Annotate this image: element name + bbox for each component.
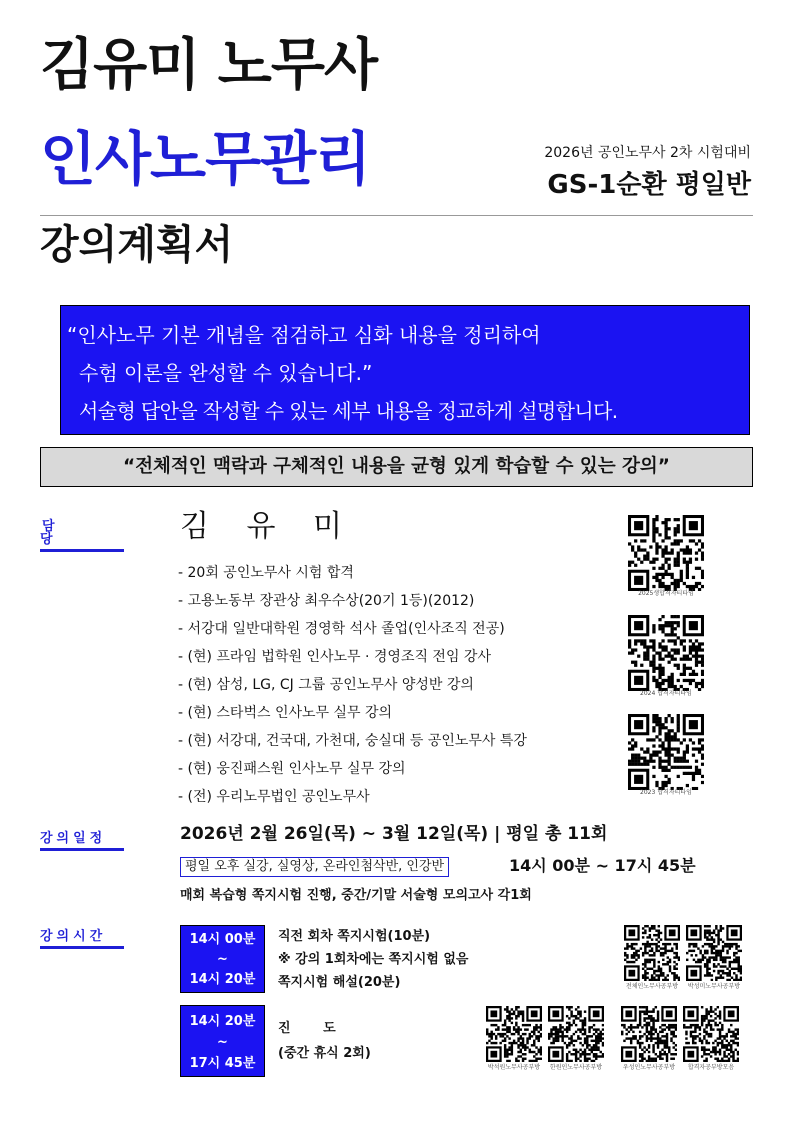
career-item: - (현) 웅진패스원 인사노무 실무 강의 bbox=[178, 761, 406, 777]
time-block-2 bbox=[180, 1005, 265, 1077]
intro-line-1: “인사노무 기본 개념을 점검하고 심화 내용을 정리하여 bbox=[67, 323, 541, 347]
qr-code-icon[interactable] bbox=[621, 1006, 677, 1062]
plan-line: 진 도 bbox=[278, 1021, 350, 1036]
qr-code-group[interactable] bbox=[686, 925, 742, 990]
section-label-schedule bbox=[40, 832, 124, 851]
qr-caption: 우성인노무사공부방 bbox=[622, 1064, 676, 1071]
qr-code-group[interactable] bbox=[628, 515, 704, 597]
subject-title: 인사노무관리 bbox=[40, 125, 371, 193]
career-item: - (현) 스타벅스 인사노무 실무 강의 bbox=[178, 705, 393, 721]
career-item: - 서강대 일반대학원 경영학 석사 졸업(인사조직 전공) bbox=[178, 621, 505, 637]
slogan-box: “전체적인 맥락과 구체적인 내용을 균형 있게 학습할 수 있는 강의” bbox=[40, 447, 753, 487]
career-item: - 20회 공인노무사 시험 합격 bbox=[178, 565, 354, 581]
qr-caption: 2023 합격자티타임 bbox=[640, 789, 692, 796]
plan-line: 직전 회차 쪽지시험(10분) bbox=[278, 929, 431, 944]
intro-box bbox=[60, 305, 750, 435]
time-start: 14시 00분 bbox=[189, 932, 256, 947]
qr-code-icon[interactable] bbox=[628, 615, 704, 691]
time-sep: ~ bbox=[217, 1035, 228, 1050]
qr-code-icon[interactable] bbox=[628, 515, 704, 591]
course-name: GS-1순환 평일반 bbox=[547, 170, 751, 200]
career-item: - (현) 삼성, LG, CJ 그룹 공인노무사 양성반 강의 bbox=[178, 677, 474, 693]
lecturer-name: 김 유 미 bbox=[180, 509, 357, 544]
qr-code-group[interactable] bbox=[486, 1006, 542, 1071]
career-item: - 고용노동부 장관상 최우수상(20기 1등)(2012) bbox=[178, 593, 475, 609]
qr-code-group[interactable] bbox=[548, 1006, 604, 1071]
section-label-lecture-time bbox=[40, 930, 124, 949]
lecturer-label-text: 담 당 bbox=[40, 519, 103, 547]
qr-caption: 2025생합격자티타임 bbox=[638, 590, 694, 597]
time-end: 17시 45분 bbox=[189, 1056, 256, 1071]
qr-caption: 2024 합격자티타임 bbox=[640, 690, 692, 697]
plan-line: ※ 강의 1회차에는 쪽지시험 없음 bbox=[278, 952, 469, 967]
time-start: 14시 20분 bbox=[189, 1014, 256, 1029]
qr-code-group[interactable] bbox=[621, 1006, 677, 1071]
time-block-1 bbox=[180, 925, 265, 993]
plan-line: 쪽지시험 해설(20분) bbox=[278, 975, 401, 990]
section-label-lecturer bbox=[40, 520, 124, 552]
schedule-time: 14시 00분 ~ 17시 45분 bbox=[509, 856, 696, 875]
career-item: - (현) 프라임 법학원 인사노무 · 경영조직 전임 강사 bbox=[178, 649, 491, 665]
qr-caption: 한원인노무사공부방 bbox=[549, 1064, 603, 1071]
schedule-note: 매회 복습형 쪽지시험 진행, 중간/기말 서술형 모의고사 각1회 bbox=[180, 888, 532, 903]
qr-caption: 전체인노무사공부방 bbox=[625, 983, 679, 990]
schedule-label-text: 강의일정 bbox=[40, 831, 107, 846]
intro-line-2: 수험 이론을 완성할 수 있습니다.” bbox=[79, 361, 373, 385]
document-title: 강의계획서 bbox=[40, 222, 234, 268]
career-item: - (현) 서강대, 건국대, 가천대, 숭실대 등 공인노무사 특강 bbox=[178, 733, 527, 749]
intro-line-3: 서술형 답안을 작성할 수 있는 세부 내용을 정교하게 설명합니다. bbox=[79, 399, 618, 423]
time-sep: ~ bbox=[217, 952, 228, 967]
qr-code-group[interactable] bbox=[628, 714, 704, 796]
header-divider bbox=[40, 215, 753, 216]
qr-caption: 박성미노무사공부방 bbox=[687, 983, 741, 990]
plan-line: (중간 휴식 2회) bbox=[278, 1046, 371, 1061]
qr-code-icon[interactable] bbox=[686, 925, 742, 981]
instructor-title: 김유미 노무사 bbox=[40, 33, 378, 98]
qr-code-icon[interactable] bbox=[683, 1006, 739, 1062]
qr-caption: 합격자공부방모음 bbox=[687, 1064, 735, 1071]
time-end: 14시 20분 bbox=[189, 972, 256, 987]
qr-code-icon[interactable] bbox=[548, 1006, 604, 1062]
schedule-period: 2026년 2월 26일(목) ~ 3월 12일(목) | 평일 총 11회 bbox=[180, 824, 608, 844]
lecture-time-label-text: 강의시간 bbox=[40, 929, 107, 944]
qr-code-group[interactable] bbox=[628, 615, 704, 697]
qr-code-group[interactable] bbox=[683, 1006, 739, 1071]
qr-code-icon[interactable] bbox=[628, 714, 704, 790]
qr-code-icon[interactable] bbox=[624, 925, 680, 981]
qr-caption: 박석원노무사공부방 bbox=[487, 1064, 541, 1071]
qr-code-group[interactable] bbox=[624, 925, 680, 990]
career-item: - (전) 우리노무법인 공인노무사 bbox=[178, 789, 370, 805]
schedule-mode: 평일 오후 실강, 실영상, 온라인첨삭반, 인강반 bbox=[180, 857, 449, 877]
exam-caption: 2026년 공인노무사 2차 시험대비 bbox=[544, 145, 751, 161]
qr-code-icon[interactable] bbox=[486, 1006, 542, 1062]
